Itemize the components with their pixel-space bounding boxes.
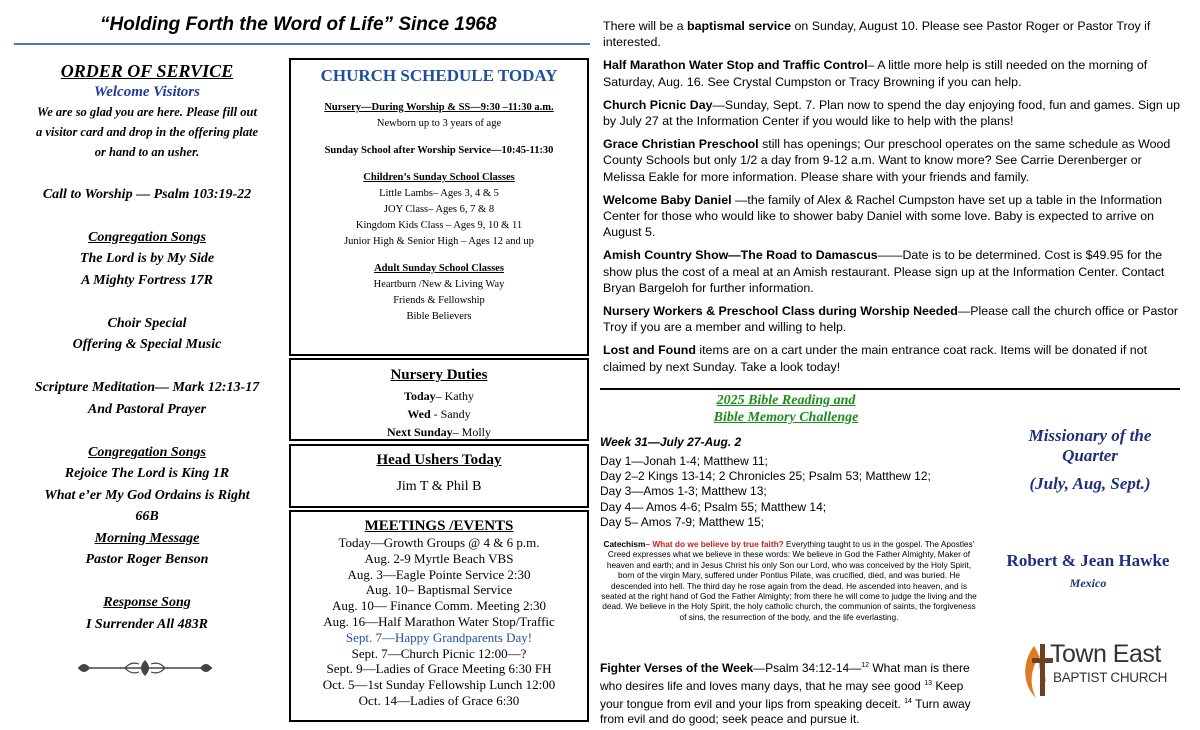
order-title: ORDER OF SERVICE [60,61,234,81]
scripture-meditation: Scripture Meditation— Mark 12:13-17 [34,380,260,395]
reading-day: Day 2–2 Kings 13-14; 2 Chronicles 25; Psalm 53; Matthew 12; [600,469,931,484]
church-schedule-box [289,58,589,356]
event-item: Aug. 3—Eagle Pointe Service 2:30 [347,566,531,582]
response-song: I Surrender All 483R [85,616,208,632]
event-item: Aug. 16—Half Marathon Water Stop/Traffic [323,613,555,629]
reading-day: Day 1—Jonah 1-4; Matthew 11; [600,454,768,468]
pastoral-prayer: And Pastoral Prayer [87,401,207,417]
event-item: Aug. 10— Finance Comm. Meeting 2:30 [331,598,547,614]
event-item: Sept. 7—Church Picnic 12:00—? [351,645,527,661]
missionary-location: Mexico [1069,576,1107,590]
response-heading: Response Song [103,595,191,610]
duty-person: – Kathy [435,389,474,403]
event-item: Oct. 5—1st Sunday Fellowship Lunch 12:00 [322,677,556,693]
missionary-of-quarter: Missionary of the Quarter (July, Aug, Sept.) [1028,426,1152,493]
head-ushers-names: Jim T & Phil B [396,479,482,494]
announcement: There will be a baptismal service on Sunday, August 10. Please see Pastor Roger or Pastor Troy if interested. [603,19,1151,50]
announcement: Lost and Found items are on a cart under the main entrance coat rack. Items will be donated if not claimed by next Sunday. Take a look today! [603,343,1148,374]
event-item: Sept. 9—Ladies of Grace Meeting 6:30 FH [326,661,552,677]
duty-day: Next Sunday [386,425,453,439]
duty-row [291,423,587,441]
duty-row [291,387,587,405]
adult-classes-heading: Adult Sunday School Classes [374,263,504,274]
message-speaker: Pastor Roger Benson [85,552,209,567]
welcome-line: We are so glad you are here. Please fill out [37,105,257,119]
event-item: Oct. 14—Ladies of Grace 6:30 [358,692,520,708]
missionary-names: Robert & Jean Hawke [1006,551,1170,570]
class-item: Friends & Fellowship [393,295,485,306]
section-divider [600,388,1180,390]
duty-day: Wed [407,407,431,421]
logo-subtitle: BAPTIST CHURCH [1053,670,1168,685]
reading-day: Day 5– Amos 7-9; Matthew 15; [600,514,765,529]
head-ushers-box [289,444,589,508]
announcement: Amish Country Show—The Road to Damascus——Date is to be determined. Cost is $49.95 for the show plus the cost of a meal at an Amish restaurant. Please sign up at the Information Center. Contact Bryan Bargeloh for further information. [603,248,1165,295]
event-item-highlight: Sept. 7—Happy Grandparents Day! [345,629,533,645]
sunday-school-time: Sunday School after Worship Service—10:45-11:30 [324,145,554,156]
logo-name: Town East [1050,640,1161,668]
class-item: Bible Believers [406,311,472,322]
event-item: Aug. 10– Baptismal Service [365,582,513,598]
offering: Offering & Special Music [72,337,222,352]
nursery-duties-box [289,358,589,441]
class-item: Little Lambs– Ages 3, 4 & 5 [379,188,499,199]
scroll-ornament-icon [70,656,220,680]
head-ushers-title: Head Ushers Today [376,452,502,468]
announcement: Nursery Workers & Preschool Class during Worship Needed—Please call the church office or Pastor Troy if you are a member and willing to help. [603,304,1179,335]
announcement: Welcome Baby Daniel —the family of Alex & Rachel Cumpston have set up a table in the Information Center for those who would like to shower baby Daniel with some love. Baby is expected to arrive on August 5. [603,192,1163,240]
announcement: Grace Christian Preschool still has openings; Our preschool operates on the same schedule as Wood County Schools but only 1/2 a day from 9-12 a.m. Want to know more? See Carrie Derenberger or Melissa Eakle for more information. Please share with your friends and family. [603,137,1171,184]
song: A Mighty Fortress 17R [81,272,213,288]
church-motto: “Holding Forth the Word of Life” Since 1968 [100,14,497,35]
welcome-line: or hand to an usher. [94,145,200,159]
class-item: JOY Class– Ages 6, 7 & 8 [383,204,495,215]
bible-reading-title: 2025 Bible Reading and Bible Memory Challenge [713,393,859,425]
duty-row [291,405,587,423]
nursery-age: Newborn up to 3 years of age [376,118,502,129]
welcome-heading: Welcome Visitors [94,84,200,100]
nursery-schedule: Nursery—During Worship & SS—9:30 –11:30 a.m. [324,102,554,113]
announcements [603,18,1183,382]
message-heading: Morning Message [94,530,200,546]
nursery-duties-title: Nursery Duties [390,367,488,383]
duty-day: Today [404,389,436,403]
reading-days [600,454,931,530]
duty-person: - Sandy [430,407,471,421]
announcement: Half Marathon Water Stop and Traffic Control– A little more help is still needed on the morning of Saturday, Aug. 16. See Crystal Cumpston or Tracy Browning if you can help. [603,58,1148,89]
catechism: Catechism– What do we believe by true faith? Everything taught to us in the gospel. The Apostles’ Creed expresses what we believe in these words: We believe in God the Father Almighty, Maker of heaven and earth; and in Jesus Christ his only Son our Lord, who was conceived by the Holy Spirit, born of the virgin Mary, suffered under Pontius Pilate, was crucified, died, and was buried. He descended into hell. The third day he rose again from the dead. He ascended into heaven, and is seated at the right hand of God the Father Almighty; from there he will come to judge the living and the dead. We believe in the Holy Spirit, the holy catholic church, the communion of saints, the forgiveness of sins, the resurrection of the body, and the life everlasting. [601,539,977,622]
reading-day: Day 4— Amos 4-6; Psalm 55; Matthew 14; [600,499,827,514]
announcement: Church Picnic Day—Sunday, Sept. 7. Plan now to spend the day enjoying food, fun and games. Sign up by July 27 at the Information Center if you would like to help with the plans! [603,97,1180,129]
meetings-events-box [289,510,589,722]
call-to-worship: Call to Worship — Psalm 103:19-22 [42,186,252,202]
class-item: Kingdom Kids Class – Ages 9, 10 & 11 [355,220,523,231]
schedule-title: CHURCH SCHEDULE TODAY [320,66,558,85]
songs-heading: Congregation Songs [88,444,206,460]
class-item: Junior High & Senior High – Ages 12 and up [344,236,534,247]
order-of-service [10,60,284,635]
header-divider [14,43,590,45]
song: The Lord is by My Side [79,251,215,266]
reading-day: Day 3—Amos 1-3; Matthew 13; [600,484,767,499]
welcome-line: a visitor card and drop in the offering plate [35,125,258,139]
song: 66B [135,509,159,524]
class-item: Heartburn /New & Living Way [373,279,505,290]
event-item: Today—Growth Groups @ 4 & 6 p.m. [338,535,540,550]
children-classes-heading: Children’s Sunday School Classes [363,172,515,183]
event-item: Aug. 2-9 Myrtle Beach VBS [364,550,514,566]
reading-week: Week 31—July 27-Aug. 2 [600,435,742,449]
meetings-title: MEETINGS /EVENTS [364,518,514,534]
song: What e’er My God Ordains is Right [44,487,250,503]
duty-person: – Molly [452,425,492,439]
songs-heading: Congregation Songs [88,229,206,245]
fighter-verses: Fighter Verses of the Week—Psalm 34:12-14—$^{12}$ What man is there who desires life and loves many days, that he may see good $^{13}$ Keep your tongue from evil and your lips from speaking deceit. $^{14}$ Turn away from evil and do good; seek peace and pursue it. [600,661,971,726]
choir-special: Choir Special [107,315,187,331]
song: Rejoice The Lord is King 1R [64,466,230,481]
